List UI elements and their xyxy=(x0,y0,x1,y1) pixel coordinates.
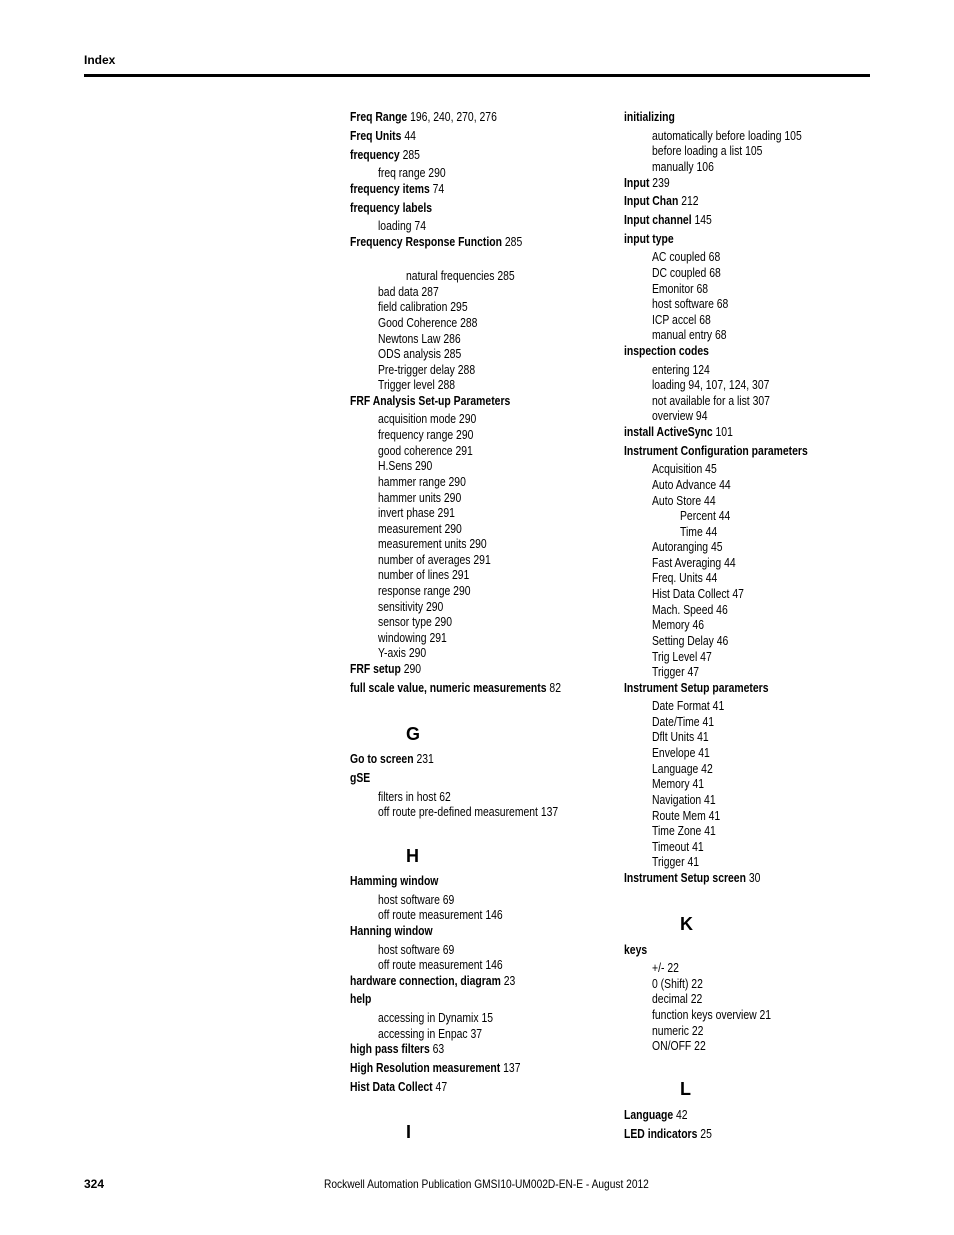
index-pages: 212 xyxy=(678,193,699,208)
index-subentry: H.Sens 290 xyxy=(378,458,433,473)
index-subentry: automatically before loading 105 xyxy=(652,128,802,143)
index-subentry: Trigger level 288 xyxy=(378,377,456,392)
index-term: Input Chan xyxy=(624,193,679,208)
index-subentry: +/- 22 xyxy=(652,960,679,975)
index-subentry: Time Zone 41 xyxy=(652,823,716,838)
index-term: Freq Units xyxy=(350,128,402,143)
index-term: Freq Range xyxy=(350,109,408,124)
index-entry xyxy=(350,1060,521,1076)
index-term: Instrument Setup parameters xyxy=(624,680,769,695)
index-entry xyxy=(624,424,733,440)
index-entry xyxy=(624,1126,712,1142)
index-subentry: Time 44 xyxy=(680,524,718,539)
index-entry xyxy=(350,147,420,163)
index-term: Instrument Setup screen xyxy=(624,870,746,885)
index-subentry: Freq. Units 44 xyxy=(652,570,718,585)
index-term: hardware connection, diagram xyxy=(350,973,501,988)
index-subentry: accessing in Enpac 37 xyxy=(378,1026,483,1041)
index-subentry: off route pre-defined measurement 137 xyxy=(378,804,559,819)
index-term: Input channel xyxy=(624,212,692,227)
index-pages: 63 xyxy=(429,1041,445,1056)
index-entry xyxy=(624,175,670,191)
index-term: input type xyxy=(624,231,674,246)
index-subentry: Dflt Units 41 xyxy=(652,729,709,744)
index-entry xyxy=(350,200,432,216)
index-term: gSE xyxy=(350,770,371,785)
index-term: initializing xyxy=(624,109,675,124)
index-entry xyxy=(350,128,416,144)
index-subentry: Autoranging 45 xyxy=(652,539,723,554)
index-subentry: hammer range 290 xyxy=(378,474,466,489)
index-term: frequency items xyxy=(350,181,430,196)
index-subentry: Timeout 41 xyxy=(652,839,704,854)
index-pages: 285 xyxy=(501,234,523,249)
index-subentry: Date/Time 41 xyxy=(652,714,715,729)
index-entry xyxy=(350,1079,447,1095)
index-term: LED indicators xyxy=(624,1126,698,1141)
index-entry xyxy=(624,443,808,459)
index-term: FRF setup xyxy=(350,661,401,676)
index-entry xyxy=(350,109,497,125)
index-subentry: Memory 46 xyxy=(652,617,705,632)
index-pages: 196, 240, 270, 276 xyxy=(407,109,497,124)
index-subentry: off route measurement 146 xyxy=(378,957,503,972)
index-pages: 231 xyxy=(413,751,434,766)
index-subentry: measurement units 290 xyxy=(378,536,487,551)
index-subentry: freq range 290 xyxy=(378,165,446,180)
index-term: high pass filters xyxy=(350,1041,430,1056)
index-entry xyxy=(350,873,438,889)
index-pages: 30 xyxy=(745,870,761,885)
publication-info: Rockwell Automation Publication GMSI10-UM002D-EN-E - August 2012 xyxy=(324,1177,649,1191)
index-pages: 290 xyxy=(400,661,422,676)
index-subentry: bad data 287 xyxy=(378,284,439,299)
section-letter: K xyxy=(680,914,693,934)
index-subentry: ICP accel 68 xyxy=(652,312,711,327)
index-entry xyxy=(350,393,510,409)
index-term: Frequency Response Function xyxy=(350,234,502,249)
index-subentry: good coherence 291 xyxy=(378,443,473,458)
index-subentry: Language 42 xyxy=(652,761,713,776)
index-subentry: ODS analysis 285 xyxy=(378,346,462,361)
index-subentry: 0 (Shift) 22 xyxy=(652,976,703,991)
index-term: frequency labels xyxy=(350,200,433,215)
index-subentry: sensitivity 290 xyxy=(378,599,444,614)
index-pages: 285 xyxy=(399,147,420,162)
index-subentry: Y-axis 290 xyxy=(378,645,427,660)
index-subentry: invert phase 291 xyxy=(378,505,455,520)
index-subentry: Memory 41 xyxy=(652,776,705,791)
index-entry xyxy=(624,870,760,886)
index-entry xyxy=(624,109,675,125)
index-subentry: host software 69 xyxy=(378,942,455,957)
index-entry xyxy=(350,234,522,250)
index-term: Hanning window xyxy=(350,923,433,938)
index-subentry: Trigger 41 xyxy=(652,854,700,869)
index-subentry: before loading a list 105 xyxy=(652,143,763,158)
index-subentry: Fast Averaging 44 xyxy=(652,555,736,570)
index-entry xyxy=(350,661,421,677)
section-letter: I xyxy=(406,1122,412,1142)
index-subentry: Setting Delay 46 xyxy=(652,633,729,648)
index-subentry: function keys overview 21 xyxy=(652,1007,772,1022)
index-term: Language xyxy=(624,1107,674,1122)
running-header: Index xyxy=(84,53,116,67)
index-entry xyxy=(350,1041,444,1057)
index-subentry: frequency range 290 xyxy=(378,427,474,442)
index-entry xyxy=(350,181,444,197)
index-term: Instrument Configuration parameters xyxy=(624,443,808,458)
index-subentry: Auto Advance 44 xyxy=(652,477,731,492)
index-subentry: manual entry 68 xyxy=(652,327,727,342)
index-entry xyxy=(350,751,434,767)
index-subentry: numeric 22 xyxy=(652,1023,704,1038)
section-letter: L xyxy=(680,1079,691,1099)
index-subentry: windowing 291 xyxy=(378,630,447,645)
index-subentry: sensor type 290 xyxy=(378,614,453,629)
index-term: High Resolution measurement xyxy=(350,1060,501,1075)
index-subentry: field calibration 295 xyxy=(378,299,468,314)
index-subentry: number of averages 291 xyxy=(378,552,491,567)
index-entry xyxy=(624,212,712,228)
index-subentry: host software 68 xyxy=(652,296,729,311)
section-letter: G xyxy=(406,724,421,744)
index-subentry: ON/OFF 22 xyxy=(652,1038,706,1053)
index-subentry: Pre-trigger delay 288 xyxy=(378,362,476,377)
index-term: keys xyxy=(624,942,648,957)
index-pages: 137 xyxy=(500,1060,521,1075)
index-subentry: Good Coherence 288 xyxy=(378,315,478,330)
index-entry xyxy=(350,923,433,939)
index-subentry: Trigger 47 xyxy=(652,664,700,679)
index-pages: 239 xyxy=(649,175,670,190)
index-term: help xyxy=(350,991,372,1006)
index-entry xyxy=(624,942,647,958)
index-term: install ActiveSync xyxy=(624,424,713,439)
index-subentry: Date Format 41 xyxy=(652,698,725,713)
index-subentry: Trig Level 47 xyxy=(652,649,712,664)
index-pages: 74 xyxy=(429,181,445,196)
index-subentry: AC coupled 68 xyxy=(652,249,721,264)
section-letter: H xyxy=(406,846,419,866)
header-rule xyxy=(84,74,870,77)
index-term: Input xyxy=(624,175,650,190)
index-entry xyxy=(624,231,674,247)
index-entry xyxy=(624,680,768,696)
index-subentry: Envelope 41 xyxy=(652,745,710,760)
index-subentry: manually 106 xyxy=(652,159,714,174)
index-subentry: response range 290 xyxy=(378,583,471,598)
index-subentry: loading 74 xyxy=(378,218,426,233)
index-subentry: natural frequencies 285 xyxy=(406,268,515,283)
index-entry xyxy=(624,193,699,209)
index-subentry: filters in host 62 xyxy=(378,789,451,804)
index-pages: 44 xyxy=(401,128,416,143)
index-entry xyxy=(350,770,370,786)
index-subentry: not available for a list 307 xyxy=(652,393,770,408)
index-subentry: host software 69 xyxy=(378,892,455,907)
index-subentry: Newtons Law 286 xyxy=(378,331,461,346)
index-subentry: Auto Store 44 xyxy=(652,493,716,508)
index-pages: 25 xyxy=(697,1126,712,1141)
index-subentry: entering 124 xyxy=(652,362,710,377)
index-subentry: overview 94 xyxy=(652,408,708,423)
index-subentry: decimal 22 xyxy=(652,991,703,1006)
index-pages: 47 xyxy=(432,1079,448,1094)
index-subentry: Route Mem 41 xyxy=(652,808,721,823)
index-entry xyxy=(624,343,709,359)
index-entry xyxy=(350,973,515,989)
index-term: FRF Analysis Set-up Parameters xyxy=(350,393,511,408)
index-pages: 42 xyxy=(673,1107,688,1122)
index-subentry: Hist Data Collect 47 xyxy=(652,586,744,601)
index-pages: 23 xyxy=(500,973,516,988)
page-number: 324 xyxy=(84,1177,105,1191)
index-term: Go to screen xyxy=(350,751,414,766)
index-subentry: measurement 290 xyxy=(378,521,462,536)
index-entry xyxy=(624,1107,688,1123)
index-term: Hist Data Collect xyxy=(350,1079,433,1094)
index-subentry: Acquisition 45 xyxy=(652,461,717,476)
index-term: frequency xyxy=(350,147,400,162)
index-subentry: DC coupled 68 xyxy=(652,265,721,280)
index-subentry: Navigation 41 xyxy=(652,792,716,807)
index-subentry: off route measurement 146 xyxy=(378,907,503,922)
index-subentry: acquisition mode 290 xyxy=(378,411,477,426)
index-term: full scale value, numeric measurements xyxy=(350,680,547,695)
index-subentry: number of lines 291 xyxy=(378,567,470,582)
index-entry xyxy=(350,680,561,696)
index-entry xyxy=(350,991,371,1007)
index-subentry: Percent 44 xyxy=(680,508,731,523)
index-term: inspection codes xyxy=(624,343,709,358)
index-subentry: accessing in Dynamix 15 xyxy=(378,1010,494,1025)
index-term: Hamming window xyxy=(350,873,439,888)
index-pages: 82 xyxy=(546,680,561,695)
index-subentry: loading 94, 107, 124, 307 xyxy=(652,377,770,392)
index-pages: 101 xyxy=(712,424,733,439)
index-pages: 145 xyxy=(691,212,712,227)
index-subentry: Mach. Speed 46 xyxy=(652,602,728,617)
index-subentry: hammer units 290 xyxy=(378,490,462,505)
index-subentry: Emonitor 68 xyxy=(652,281,709,296)
